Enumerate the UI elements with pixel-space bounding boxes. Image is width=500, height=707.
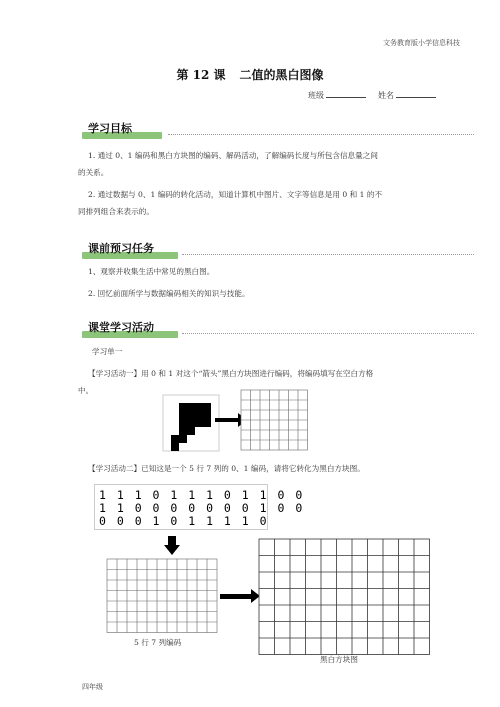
heading-divider bbox=[182, 333, 474, 334]
black-pixel bbox=[179, 427, 187, 435]
goals-heading-text: 学习目标 bbox=[88, 122, 132, 135]
goal-line: 同排列组合来表示的。 bbox=[78, 207, 154, 216]
activity1-text-cont: 中。 bbox=[78, 386, 94, 395]
black-pixel bbox=[179, 403, 187, 411]
code-grid-caption: 5 行 7 列编码 bbox=[134, 638, 182, 647]
lesson-number: 第 12 课 bbox=[176, 68, 226, 82]
arrow-pixel-svg bbox=[162, 394, 220, 452]
black-pixel bbox=[179, 419, 187, 427]
black-pixel bbox=[187, 403, 195, 411]
black-pixel bbox=[203, 411, 211, 419]
lesson-title bbox=[0, 66, 500, 83]
code-row: 1 1 1 0 1 1 1 0 1 1 0 0 bbox=[99, 488, 305, 502]
black-pixel bbox=[171, 435, 179, 443]
class-label: 班级 bbox=[308, 91, 324, 100]
code-row: 1 1 0 0 0 0 0 0 0 1 0 0 bbox=[99, 501, 305, 515]
activity2-text: 【学习活动二】已知这是一个 5 行 7 列的 0、1 编码，请将它转化为黑白方块图。 bbox=[88, 464, 365, 473]
black-pixel bbox=[179, 411, 187, 419]
black-pixel bbox=[203, 419, 211, 427]
heading-divider bbox=[182, 254, 474, 255]
black-pixel bbox=[171, 443, 179, 451]
activity1-text: 【学习活动一】用 0 和 1 对这个“箭头”黑白方块图进行编码，将编码填写在空白方格 bbox=[88, 369, 374, 378]
student-info-line bbox=[308, 90, 436, 101]
arrow-image-grid bbox=[162, 394, 220, 456]
empty-image-grid[interactable] bbox=[258, 538, 430, 660]
black-pixel bbox=[195, 411, 203, 419]
class-blank[interactable] bbox=[326, 90, 366, 98]
black-pixel bbox=[195, 419, 203, 427]
name-label: 姓名 bbox=[378, 91, 394, 100]
black-pixel bbox=[195, 403, 203, 411]
section-preview-heading bbox=[78, 240, 478, 260]
publisher-header: 文务教育版小学信息科技 bbox=[383, 39, 460, 47]
heading-divider bbox=[168, 134, 474, 135]
empty-code-grid[interactable] bbox=[106, 558, 218, 638]
unit-label: 学习单一 bbox=[92, 347, 123, 356]
grade-footer: 四年级 bbox=[82, 683, 103, 691]
goal-line: 1. 通过 0、1 编码和黑白方块图的编码、解码活动，了解编码长度与所包含信息量之间 bbox=[88, 151, 378, 160]
code-row: 0 0 0 1 0 1 1 1 1 0 bbox=[99, 514, 269, 528]
goal-line: 的关系。 bbox=[78, 168, 109, 177]
section-activities-heading bbox=[78, 319, 478, 339]
right-arrow-icon bbox=[220, 594, 252, 599]
black-pixel bbox=[187, 411, 195, 419]
image-grid-caption: 黑白方块图 bbox=[320, 655, 358, 664]
black-pixel bbox=[187, 419, 195, 427]
black-pixel bbox=[203, 403, 211, 411]
goal-line: 2. 通过数据与 0、1 编码的转化活动，知道计算机中图片、文字等信息是用 0 和 1 的不 bbox=[88, 190, 383, 199]
section-goals-heading bbox=[78, 120, 478, 140]
grid-frame bbox=[107, 559, 217, 633]
lesson-name: 二值的黑白图像 bbox=[239, 68, 324, 82]
activities-heading-text: 课堂学习活动 bbox=[88, 321, 154, 334]
name-blank[interactable] bbox=[396, 90, 436, 98]
preview-heading-text: 课前预习任务 bbox=[88, 242, 154, 255]
binary-code-box bbox=[94, 484, 305, 530]
preview-item: 2. 回忆前面所学与数据编码相关的知识与技能。 bbox=[88, 289, 250, 298]
grid-frame bbox=[259, 539, 430, 655]
black-pixel bbox=[179, 435, 187, 443]
empty-encoding-grid-1[interactable] bbox=[240, 389, 310, 455]
black-pixel bbox=[187, 427, 195, 435]
down-arrow-icon bbox=[164, 536, 180, 560]
preview-item: 1、观察并收集生活中常见的黑白图。 bbox=[88, 267, 215, 276]
right-arrow-icon bbox=[215, 418, 239, 422]
